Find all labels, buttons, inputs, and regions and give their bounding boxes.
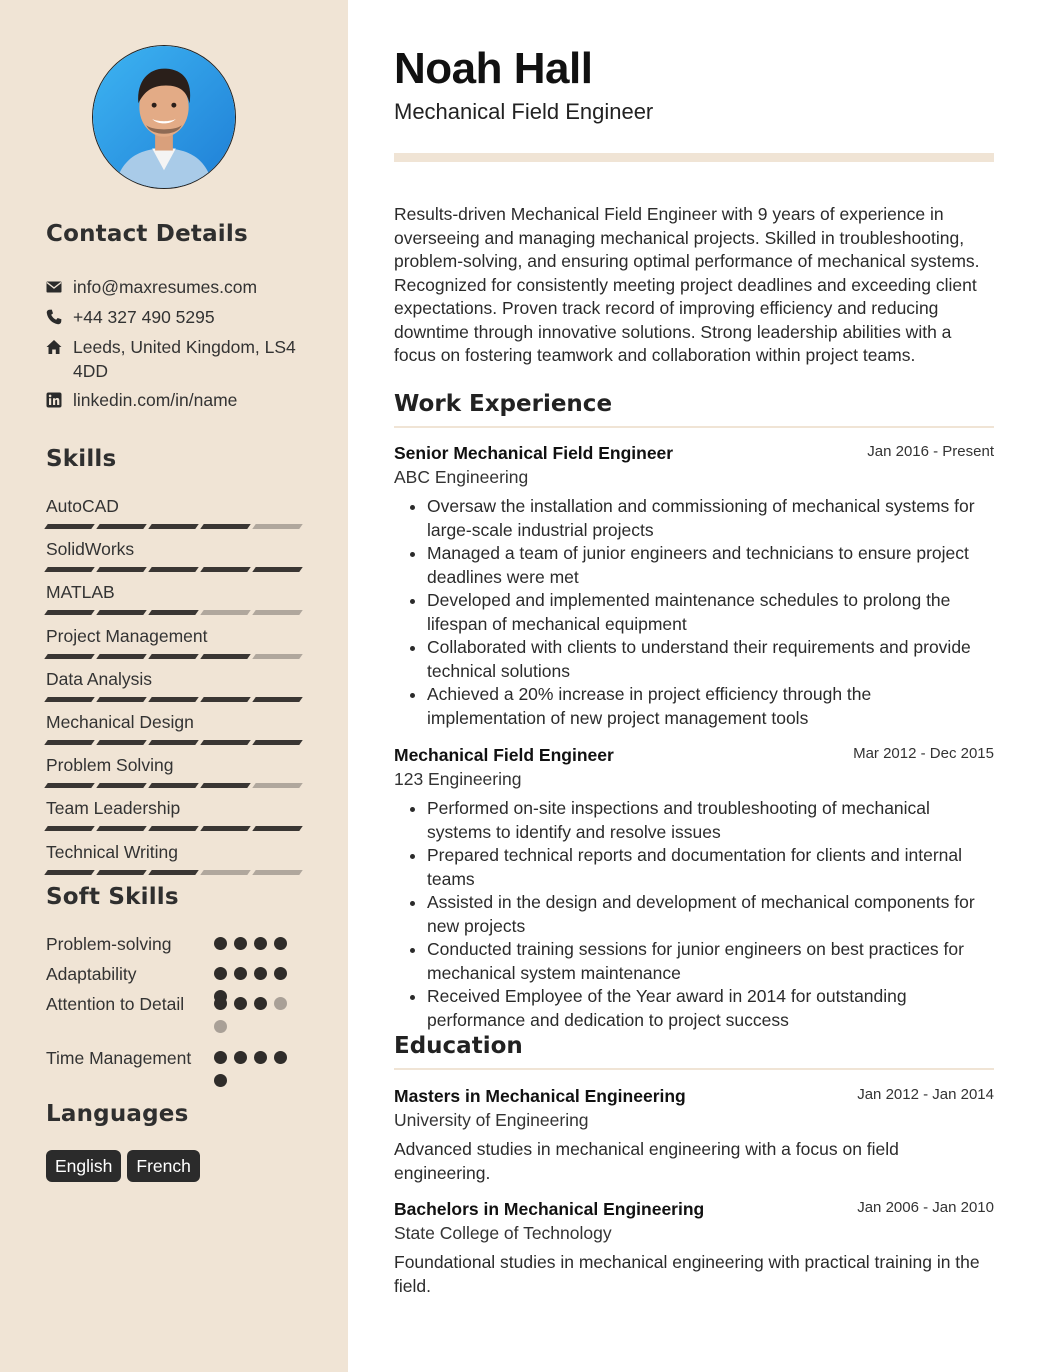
job-bullet: • Prepared technical reports and documentation for clients and internal teams [427,844,994,891]
skill-item [46,797,302,831]
skill-level-bar [46,524,302,529]
skill-level-segment-filled [148,783,199,788]
level-dot-filled [254,1051,267,1064]
soft-skills-heading: Soft Skills [46,884,179,910]
skill-name: SolidWorks [46,539,135,560]
skill-name: Project Management [46,625,208,646]
job-company: ABC Engineering [394,467,529,487]
level-dot-filled [214,997,227,1010]
language-badge: English [46,1150,121,1182]
level-dot-filled [214,967,227,980]
level-dot-filled [234,967,247,980]
skill-level-segment-filled [200,740,251,745]
soft-skill-name: Problem-solving [46,934,172,954]
skill-level-bar [46,654,302,659]
phone-icon [46,305,73,329]
education-divider [394,1068,994,1070]
job-bullet: • Conducted training sessions for junior engineers on best practices for mechanical system maintenance [427,938,994,985]
skill-name: Technical Writing [46,841,178,862]
contact-phone[interactable] [46,305,306,329]
skill-item [46,538,302,572]
skill-level-segment-filled [148,740,199,745]
job-bullet: • Collaborated with clients to understand their requirements and provide technical solutions [427,636,994,683]
soft-skill-name: Attention to Detail [46,994,185,1014]
contact-email[interactable] [46,275,306,299]
home-icon [46,335,73,359]
skill-name: MATLAB [46,582,115,603]
soft-skill-name: Time Management [46,1048,192,1068]
skill-level-segment-filled [96,524,147,529]
level-dot-filled [274,967,287,980]
skill-level-segment-filled [148,870,199,875]
job-date: Mar 2012 - Dec 2015 [853,745,994,762]
education-description: Foundational studies in mechanical engineering with practical training in the field. [394,1252,980,1296]
skill-level-segment-filled [96,567,147,572]
skill-level-segment-filled [44,697,95,702]
skill-level-segment-filled [44,870,95,875]
header-divider [394,153,994,162]
sidebar [0,0,348,1372]
skill-level-segment-filled [200,654,251,659]
contact-linkedin[interactable] [46,388,306,412]
job-entry [394,441,994,730]
skill-name: Team Leadership [46,798,181,819]
skill-level-segment-filled [200,826,251,831]
skill-level-bar [46,826,302,831]
skill-level-segment-filled [96,870,147,875]
skill-level-bar [46,697,302,702]
job-bullet: • Managed a team of junior engineers and technicians to ensure project deadlines were met [427,542,994,589]
skill-level-segment-empty [252,783,303,788]
skill-level-segment-filled [148,524,199,529]
degree-title: Masters in Mechanical Engineering [394,1086,686,1106]
skill-level-segment-filled [44,610,95,615]
school-name: University of Engineering [394,1110,589,1130]
level-dot-filled [234,937,247,950]
education-date: Jan 2012 - Jan 2014 [857,1086,994,1103]
skill-level-segment-filled [148,697,199,702]
profile-photo [92,45,236,189]
skill-level-segment-filled [44,783,95,788]
work-experience-divider [394,426,994,428]
level-dot-filled [234,997,247,1010]
level-dot-filled [234,1051,247,1064]
skill-level-segment-filled [252,740,303,745]
education-heading: Education [394,1033,523,1059]
skill-level-bar [46,740,302,745]
languages-heading: Languages [46,1101,189,1127]
education-description: Advanced studies in mechanical engineering with a focus on field engineering. [394,1139,899,1183]
level-dot-filled [274,1051,287,1064]
skill-level-segment-filled [96,783,147,788]
skill-level-segment-filled [96,697,147,702]
level-dot-filled [214,1074,227,1087]
skill-level-segment-filled [44,654,95,659]
skill-level-segment-filled [200,524,251,529]
skill-item [46,754,302,788]
skill-level-segment-filled [44,567,95,572]
skills-heading: Skills [46,446,117,472]
skill-level-segment-filled [200,783,251,788]
skill-level-segment-empty [252,610,303,615]
level-dot-empty [214,1020,227,1033]
email-text: info@maxresumes.com [73,277,258,297]
level-dot-empty [274,997,287,1010]
education-entry [394,1084,994,1185]
soft-skill-level [214,997,294,1033]
languages-list [46,1150,200,1182]
skill-item [46,625,302,659]
job-entry [394,743,994,1032]
contact-heading: Contact Details [46,221,248,247]
linkedin-icon [46,388,73,412]
linkedin-text: linkedin.com/in/name [73,390,238,410]
person-avatar-icon [93,46,235,188]
skill-item [46,668,302,702]
job-date: Jan 2016 - Present [867,443,994,460]
level-dot-filled [254,997,267,1010]
skill-level-bar [46,870,302,875]
skill-level-segment-filled [44,826,95,831]
skill-level-segment-filled [96,654,147,659]
address-text: Leeds, United Kingdom, LS4 4DD [73,337,296,381]
skill-item [46,581,302,615]
level-dot-filled [214,937,227,950]
skill-level-segment-filled [252,697,303,702]
skill-level-bar [46,610,302,615]
skill-name: Problem Solving [46,755,174,776]
envelope-icon [46,275,73,299]
school-name: State College of Technology [394,1223,612,1243]
skill-level-segment-filled [148,610,199,615]
skill-level-bar [46,783,302,788]
skill-level-segment-filled [200,697,251,702]
level-dot-filled [254,967,267,980]
job-bullet: • Performed on-site inspections and troubleshooting of mechanical systems to identify and resolve issues [427,797,994,844]
skill-item [46,495,302,529]
job-title: Senior Mechanical Field Engineer [394,443,674,463]
skill-name: Mechanical Design [46,712,194,732]
skill-level-segment-filled [148,826,199,831]
skill-level-segment-filled [148,567,199,572]
job-bullet: • Oversaw the installation and commissioning of mechanical systems for large-scale industrial projects [427,495,994,542]
job-bullets [394,495,994,730]
level-dot-filled [214,1051,227,1064]
skill-name: Data Analysis [46,668,153,689]
skill-level-segment-filled [44,740,95,745]
skill-level-segment-empty [252,654,303,659]
skill-level-segment-filled [200,567,251,572]
job-bullets [394,797,994,1032]
soft-skill-level [214,1051,294,1087]
skill-level-segment-filled [148,654,199,659]
soft-skill-level [214,937,294,950]
skill-item [46,711,302,745]
degree-title: Bachelors in Mechanical Engineering [394,1199,705,1219]
job-company: 123 Engineering [394,769,522,789]
skill-level-segment-empty [252,870,303,875]
skill-name: AutoCAD [46,496,119,516]
skill-level-segment-filled [252,567,303,572]
soft-skill-name: Adaptability [46,964,137,984]
level-dot-filled [274,937,287,950]
skill-level-segment-filled [96,740,147,745]
job-title: Mechanical Field Engineer [394,745,614,765]
skill-level-segment-filled [96,826,147,831]
skill-level-segment-filled [96,610,147,615]
profile-summary: Results-driven Mechanical Field Engineer with 9 years of experience in overseeing and managing mechanical projects. Skilled in troubleshooting, problem-solving, and ensuring optimal performance of mechanical systems. Recognized for consistently meeting project deadlines and exceeding client expectations. Proven track record of improving efficiency and reducing downtime through innovative solutions. Strong leadership abilities with a focus on fostering teamwork and collaboration within project teams. [394,204,980,365]
education-entry [394,1197,994,1298]
job-bullet: • Achieved a 20% increase in project efficiency through the implementation of new project management tools [427,683,994,730]
skill-level-segment-filled [252,826,303,831]
education-date: Jan 2006 - Jan 2010 [857,1199,994,1216]
skill-level-segment-empty [200,610,251,615]
skill-level-segment-empty [252,524,303,529]
skill-item [46,841,302,875]
job-bullet: • Assisted in the design and development of mechanical components for new projects [427,891,994,938]
candidate-name: Noah Hall [394,44,593,93]
job-bullet: • Received Employee of the Year award in 2014 for outstanding performance and dedication to project success [427,985,994,1032]
skill-level-bar [46,567,302,572]
work-experience-heading: Work Experience [394,391,613,417]
level-dot-filled [254,937,267,950]
skill-level-segment-filled [44,524,95,529]
language-badge: French [127,1150,199,1182]
skill-level-segment-empty [200,870,251,875]
candidate-title: Mechanical Field Engineer [394,99,654,124]
phone-text: +44 327 490 5295 [73,307,215,327]
job-bullet: • Developed and implemented maintenance schedules to prolong the lifespan of mechanical equipment [427,589,994,636]
contact-address [46,335,306,383]
